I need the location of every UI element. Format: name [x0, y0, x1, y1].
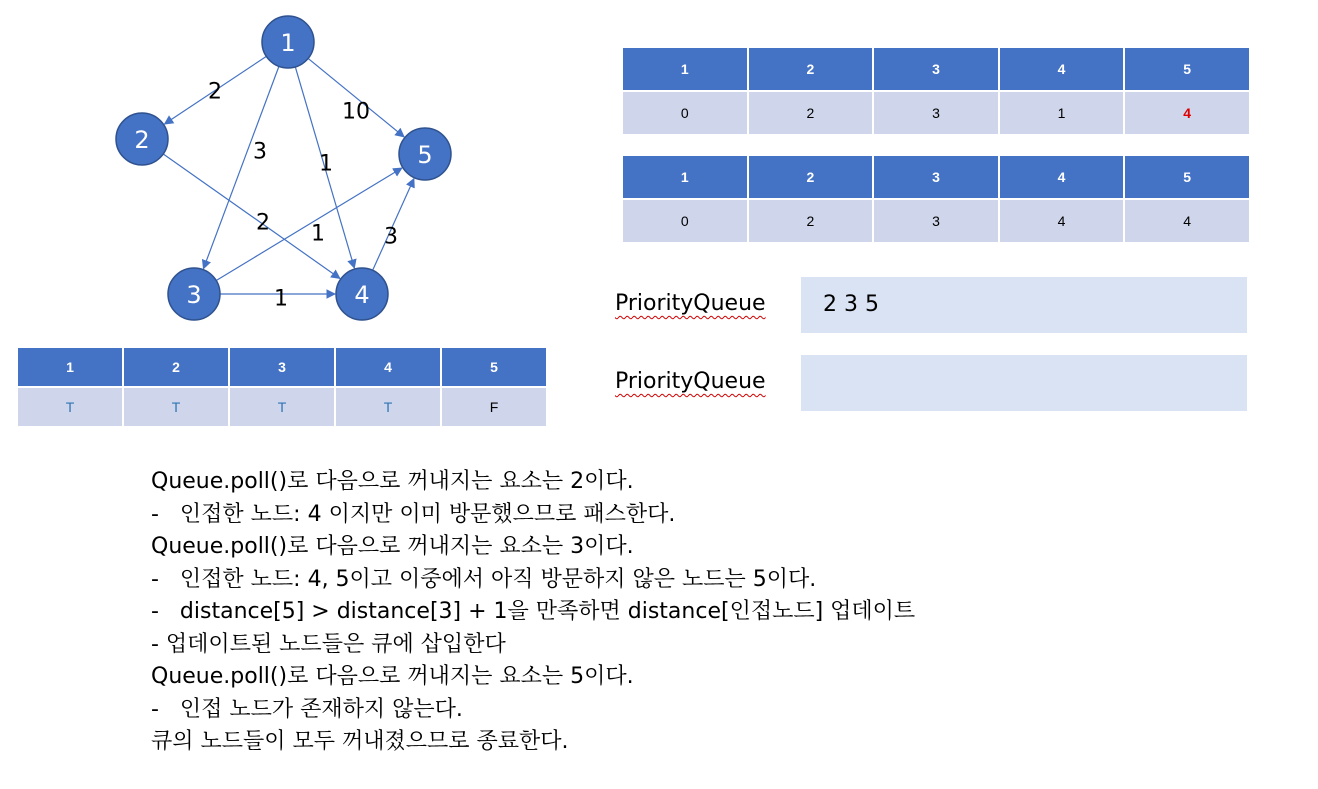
edge-weight-4-5: 3 [384, 224, 398, 250]
note-line: 큐의 노드들이 모두 꺼내졌으므로 종료한다. [151, 729, 569, 754]
distance1-value-2: 2 [748, 91, 874, 135]
distance2-value-3: 3 [873, 199, 999, 243]
note-line: - distance[5] > distance[3] + 1을 만족하면 distance[인접노드] 업데이트 [151, 599, 916, 624]
distance1-header-1: 1 [622, 47, 748, 91]
edge-weight-1-3: 3 [253, 139, 267, 165]
visited-value-4: T [335, 387, 441, 427]
graph-node-label-2: 2 [134, 126, 150, 154]
edge-1-5 [308, 58, 404, 136]
note-line: Queue.poll()로 다음으로 꺼내지는 요소는 3이다. [151, 534, 634, 559]
edge-weight-3-4: 1 [274, 286, 288, 312]
distance1-value-3: 3 [873, 91, 999, 135]
priority-queue-box-1: 2 3 5 [801, 277, 1247, 333]
visited-header-3: 3 [229, 347, 335, 387]
edge-weight-1-4: 1 [319, 151, 333, 177]
visited-value-2: T [123, 387, 229, 427]
note-line: - 업데이트된 노드들은 큐에 삽입한다 [151, 631, 506, 657]
distance1-header-5: 5 [1124, 47, 1250, 91]
distance2-header-5: 5 [1124, 155, 1250, 199]
distance2-value-5: 4 [1124, 199, 1250, 243]
distance2-value-1: 0 [622, 199, 748, 243]
distance-table-1 [621, 46, 1251, 136]
graph-node-label-1: 1 [280, 29, 296, 57]
visited-value-3: T [229, 387, 335, 427]
note-line: - 인접한 노드: 4 이지만 이미 방문했으므로 패스한다. [151, 501, 676, 527]
visited-header-1: 1 [17, 347, 123, 387]
distance2-header-1: 1 [622, 155, 748, 199]
visited-table [16, 346, 548, 428]
note-line: - 인접한 노드: 4, 5이고 이중에서 아직 방문하지 않은 노드는 5이다. [151, 566, 817, 592]
visited-header-2: 2 [123, 347, 229, 387]
graph-node-label-3: 3 [186, 281, 202, 309]
priority-queue-label-1: PriorityQueue [615, 291, 766, 316]
edge-weight-1-2: 2 [208, 79, 222, 105]
graph-node-label-5: 5 [417, 141, 433, 169]
distance1-value-5-highlighted: 4 [1124, 91, 1250, 135]
distance1-header-3: 3 [873, 47, 999, 91]
distance2-header-2: 2 [748, 155, 874, 199]
edge-weight-3-5: 1 [311, 221, 325, 247]
edge-weight-1-5: 10 [342, 99, 370, 125]
visited-header-4: 4 [335, 347, 441, 387]
priority-queue-box-2 [801, 355, 1247, 411]
visited-value-5: F [441, 387, 547, 427]
distance2-header-3: 3 [873, 155, 999, 199]
distance1-header-2: 2 [748, 47, 874, 91]
visited-value-1: T [17, 387, 123, 427]
weighted-graph [0, 0, 560, 330]
graph-node-label-4: 4 [354, 281, 370, 309]
edge-weight-2-4: 2 [256, 210, 270, 236]
distance2-header-4: 4 [999, 155, 1125, 199]
distance1-header-4: 4 [999, 47, 1125, 91]
distance1-value-1: 0 [622, 91, 748, 135]
distance2-value-4: 4 [999, 199, 1125, 243]
distance2-value-2: 2 [748, 199, 874, 243]
visited-header-5: 5 [441, 347, 547, 387]
note-line: Queue.poll()로 다음으로 꺼내지는 요소는 5이다. [151, 664, 634, 689]
note-line: Queue.poll()로 다음으로 꺼내지는 요소는 2이다. [151, 469, 634, 494]
note-line: - 인접 노드가 존재하지 않는다. [151, 696, 463, 722]
explanation-notes [151, 466, 915, 759]
priority-queue-label-2: PriorityQueue [615, 369, 766, 394]
distance1-value-4: 1 [999, 91, 1125, 135]
edge-3-5 [216, 168, 402, 281]
distance-table-2 [621, 154, 1251, 244]
